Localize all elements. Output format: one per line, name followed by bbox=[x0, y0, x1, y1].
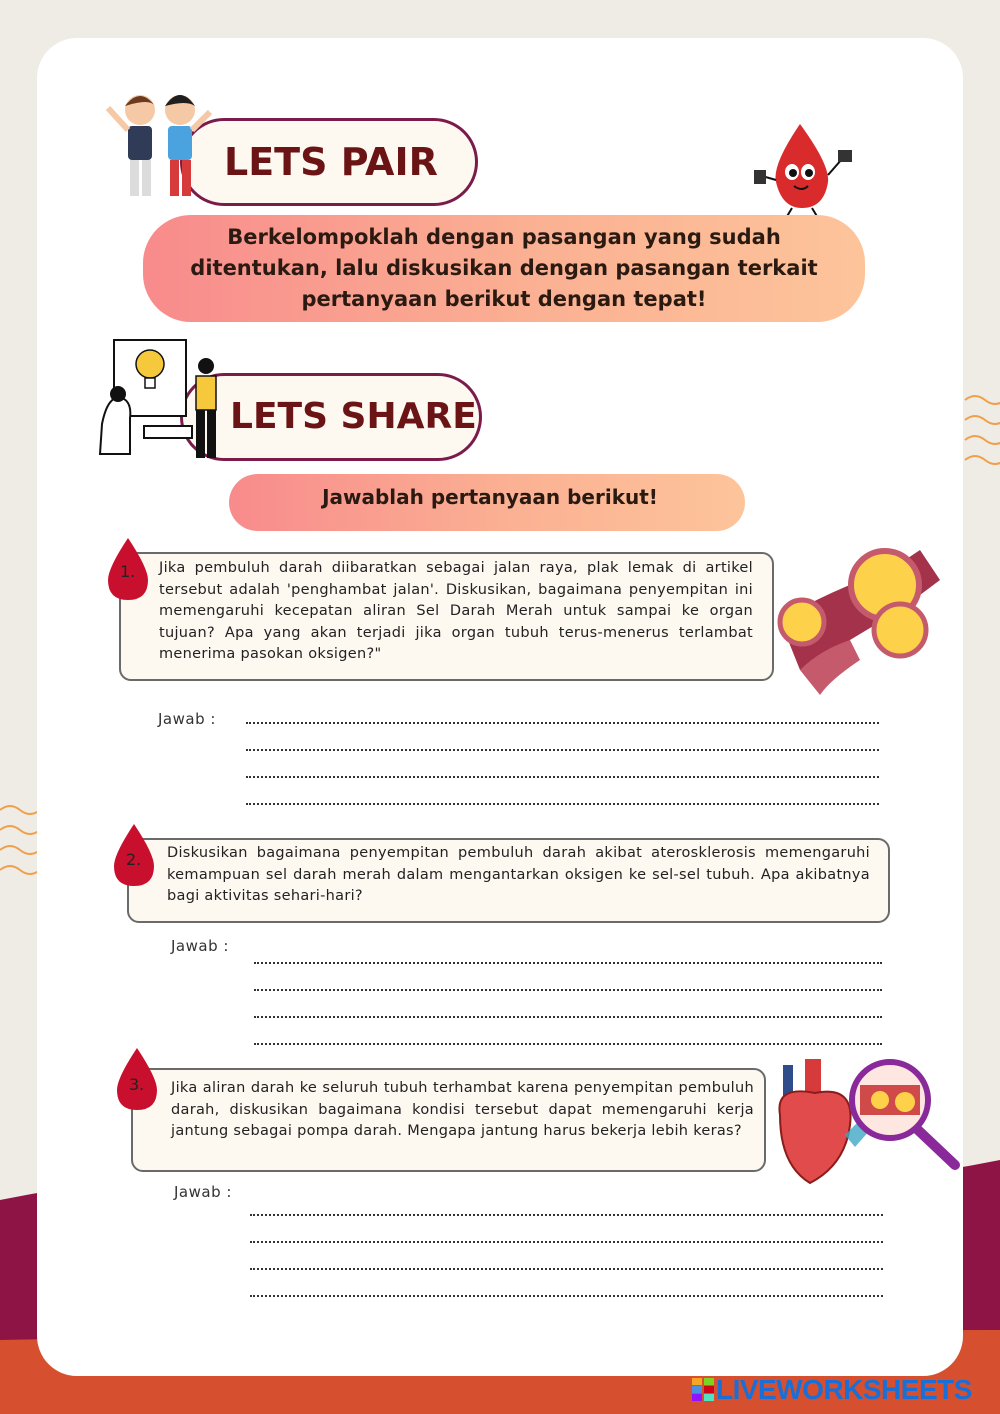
artery-plaque-illustration bbox=[770, 530, 960, 700]
question-3-text: Jika aliran darah ke seluruh tubuh terhambat karena penyempitan pembuluh darah, diskusikan bagaimana kondisi tersebut dapat memengaruhi kerja jantung sebagai pompa darah. Mengapa jantung harus bekerja lebih keras? bbox=[171, 1080, 754, 1139]
pair-instruction-line2: ditentukan, lalu diskusikan dengan pasangan terkait bbox=[190, 256, 818, 280]
question-1-answer-line-3[interactable] bbox=[246, 776, 879, 778]
question-3-number: 3. bbox=[129, 1075, 145, 1094]
pair-instruction-line1: Berkelompoklah dengan pasangan yang sudah bbox=[227, 225, 781, 249]
question-1-answer-line-2[interactable] bbox=[246, 749, 879, 751]
lets-share-title: LETS SHARE bbox=[230, 396, 477, 437]
question-1-answer-label: Jawab : bbox=[158, 710, 216, 728]
question-3-answer-line-3[interactable] bbox=[250, 1268, 883, 1270]
question-3-answer-line-2[interactable] bbox=[250, 1241, 883, 1243]
heart-magnifier-illustration bbox=[775, 1055, 965, 1185]
liveworksheets-wordmark: LIVEWORKSHEETS bbox=[716, 1374, 972, 1405]
question-1-text: Jika pembuluh darah diibaratkan sebagai jalan raya, plak lemak di artikel tersebut adalah 'penghambat jalan'. Diskusikan, bagaimana penyempitan ini memengaruhi kecepatan aliran Sel Darah Merah untuk sampai ke organ tujuan? Apa yang akan terjadi jika organ tubuh terus-menerus terlambat menerima pasokan oksigen?" bbox=[159, 560, 753, 662]
question-2-answer-line-2[interactable] bbox=[254, 989, 882, 991]
question-3-answer-line-1[interactable] bbox=[250, 1214, 883, 1216]
question-1-answer-line-1[interactable] bbox=[246, 722, 879, 724]
question-3-answer-line-4[interactable] bbox=[250, 1295, 883, 1297]
question-2-answer-line-3[interactable] bbox=[254, 1016, 882, 1018]
liveworksheets-logo bbox=[690, 1374, 990, 1406]
question-2-text: Diskusikan bagaimana penyempitan pembuluh darah akibat aterosklerosis memengaruhi kemampuan sel darah merah dalam mengantarkan oksigen ke sel-sel tubuh. Apa akibatnya bagi aktivitas sehari-hari? bbox=[167, 845, 870, 904]
kids-pair-icon bbox=[100, 88, 220, 208]
share-subtitle: Jawablah pertanyaan berikut! bbox=[322, 485, 658, 509]
question-2-answer-label: Jawab : bbox=[171, 937, 229, 955]
presentation-people-icon bbox=[92, 334, 227, 464]
liveworksheets-grid-icon bbox=[692, 1378, 714, 1402]
question-1-answer-line-4[interactable] bbox=[246, 803, 879, 805]
lets-pair-title: LETS PAIR bbox=[224, 140, 438, 184]
question-2-number: 2. bbox=[126, 850, 142, 869]
question-2-answer-line-4[interactable] bbox=[254, 1043, 882, 1045]
pair-instruction-line3: pertanyaan berikut dengan tepat! bbox=[301, 287, 707, 311]
blood-drop-mascot-icon bbox=[752, 120, 862, 220]
question-2-answer-line-1[interactable] bbox=[254, 962, 882, 964]
question-1-number: 1. bbox=[120, 562, 136, 581]
question-3-answer-label: Jawab : bbox=[174, 1183, 232, 1201]
